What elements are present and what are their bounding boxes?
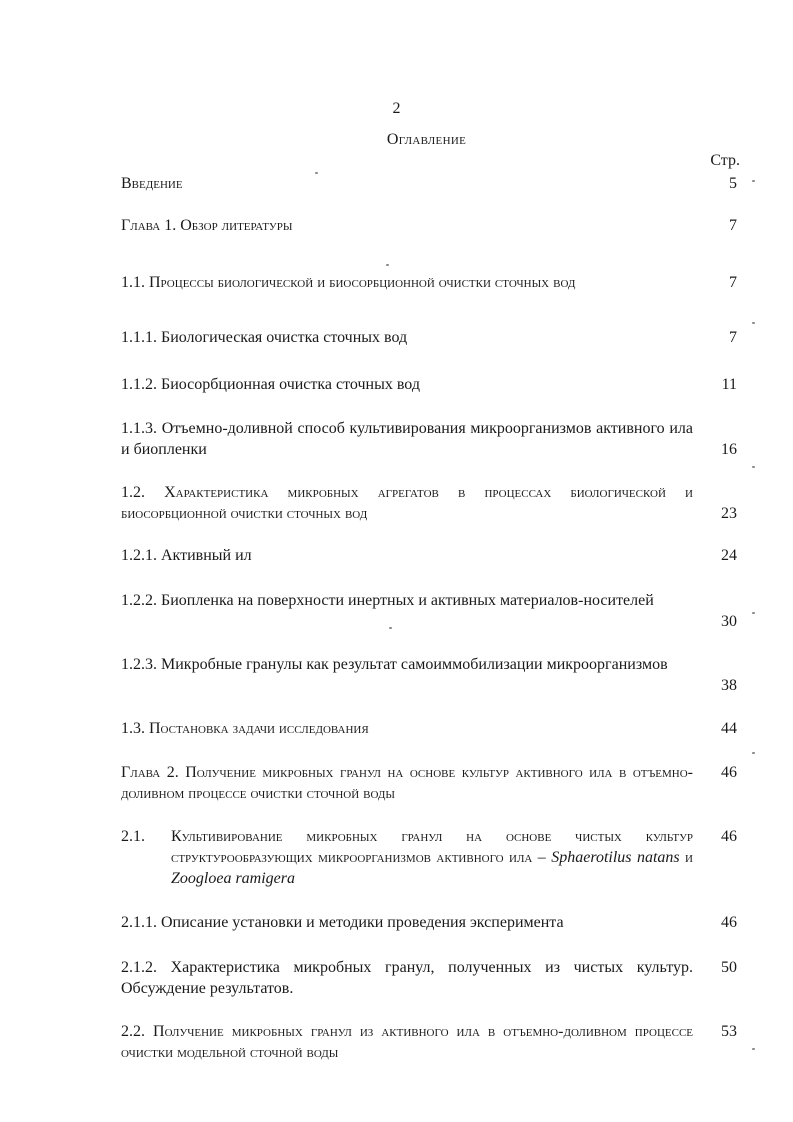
toc-entry-text-part: Культивирование микробных гранул на основе чистых культур структурообразующих микроорганизмов активного ила –	[171, 828, 693, 866]
toc-entry-text: Глава 2. Получение микробных гранул на основе культур активного ила в отъемно-доливном процессе очистки сточной воды	[121, 764, 693, 802]
page-column-header: Стр.	[710, 152, 740, 169]
toc-entry-text: 1.2. Характеристика микробных агрегатов в процессах биологической и биосорбционной очистки сточных вод	[121, 484, 693, 522]
toc-entry-text	[171, 826, 693, 889]
scan-speck	[752, 180, 755, 182]
toc-entry-page: 7	[729, 274, 737, 291]
toc-entry-page: 53	[721, 1023, 737, 1040]
toc-entry-text: 1.2.1. Активный ил	[121, 547, 252, 564]
toc-entry-text: 2.2. Получение микробных гранул из активного ила в отъемно-доливном процессе очистки модельной сточной воды	[121, 1023, 693, 1061]
toc-entry-text: 1.3. Постановка задачи исследования	[121, 720, 369, 737]
scan-speck	[752, 752, 755, 754]
toc-entry-page: 5	[729, 175, 737, 192]
scan-speck	[752, 1048, 755, 1050]
toc-entry-text: 2.1.2. Характеристика микробных гранул, полученных из чистых культур. Обсуждение результатов.	[121, 959, 693, 997]
toc-entry-page: 38	[721, 677, 737, 694]
toc-entry-page: 46	[721, 764, 737, 781]
scan-speck	[386, 264, 389, 266]
scan-speck	[752, 466, 755, 468]
toc-entry-text-part: и	[679, 849, 693, 866]
toc-entry-page: 24	[721, 547, 737, 564]
toc-entry-page: 23	[721, 505, 737, 522]
toc-entry-text: Глава 1. Обзор литературы	[121, 217, 293, 234]
toc-entry-text: 2.1.1. Описание установки и методики проведения эксперимента	[121, 914, 564, 931]
scan-speck	[752, 612, 755, 614]
toc-entry-text: Введение	[121, 175, 183, 192]
scan-speck	[752, 322, 755, 324]
toc-entry-page: 16	[721, 441, 737, 458]
toc-title: Оглавление	[386, 131, 467, 148]
toc-entry-page: 46	[721, 828, 737, 845]
species-name: Sphaerotilus natans	[551, 849, 680, 866]
scan-speck	[315, 172, 318, 174]
toc-entry-page: 7	[729, 217, 737, 234]
toc-entry-page: 44	[721, 720, 737, 737]
toc-entry-text: 1.1.3. Отъемно-доливной способ культивирования микроорганизмов активного ила и биопленки	[121, 420, 693, 458]
toc-entry-text: 1.1. Процессы биологической и биосорбционной очистки сточных вод	[121, 274, 576, 291]
toc-entry-page: 7	[729, 329, 737, 346]
scan-speck	[389, 627, 392, 629]
toc-entry-page: 11	[721, 376, 737, 393]
toc-entry-number: 2.1.	[121, 828, 145, 845]
toc-entry-page: 50	[721, 959, 737, 976]
toc-entry-text: 1.2.3. Микробные гранулы как результат самоиммобилизации микроорганизмов	[121, 656, 668, 673]
species-name: Zoogloea ramigera	[171, 870, 295, 887]
toc-entry-text: 1.1.2. Биосорбционная очистка сточных вод	[121, 376, 420, 393]
toc-entry-text: 1.1.1. Биологическая очистка сточных вод	[121, 329, 408, 346]
toc-entry-text: 1.2.2. Биопленка на поверхности инертных и активных материалов-носителей	[121, 592, 654, 609]
page-number: 2	[392, 100, 401, 117]
toc-entry-page: 30	[721, 613, 737, 630]
toc-entry-page: 46	[721, 914, 737, 931]
